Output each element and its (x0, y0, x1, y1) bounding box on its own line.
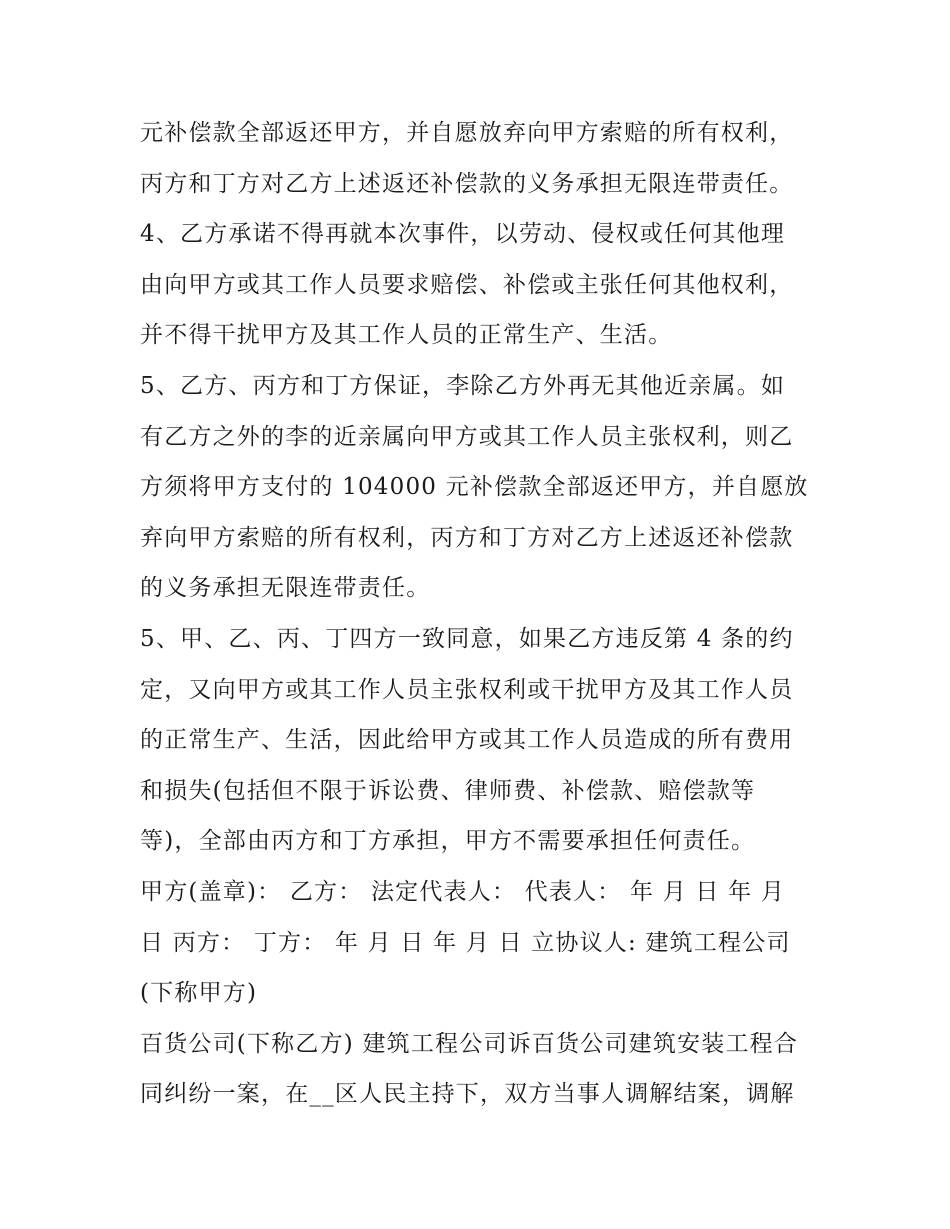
text-line: 4、乙方承诺不得再就本次事件，以劳动、侵权或任何其他理 (140, 221, 786, 248)
text-line: 元补偿款全部返还甲方，并自愿放弃向甲方索赔的所有权利， (140, 120, 794, 146)
text-line: 百货公司(下称乙方) 建筑工程公司诉百货公司建筑安装工程合 (140, 1030, 799, 1057)
text-line: 的义务承担无限连带责任。 (140, 575, 431, 602)
text-line: 定，又向甲方或其工作人员主张权利或干扰甲方及其工作人员 (140, 676, 794, 703)
text-line: 5、乙方、丙方和丁方保证，李除乙方外再无其他近亲属。如 (140, 372, 786, 399)
text-line: 有乙方之外的李的近亲属向甲方或其工作人员主张权利，则乙 (140, 423, 794, 450)
text-line: (下称甲方) (140, 980, 258, 1007)
text-line: 同纠纷一案，在__区人民主持下，双方当事人调解结案，调解 (140, 1081, 795, 1108)
text-line: 和损失(包括但不限于诉讼费、律师费、补偿款、赔偿款等 (140, 777, 756, 804)
text-line: 方须将甲方支付的 104000 元补偿款全部返还甲方，并自愿放 (140, 474, 809, 501)
text-line: 弃向甲方索赔的所有权利，丙方和丁方对乙方上述返还补偿款 (140, 524, 794, 551)
signature-line: 甲方(盖章)： 乙方： 法定代表人： 代表人： 年 月 日 年 月 (140, 878, 786, 905)
document-body (140, 108, 820, 1120)
text-line: 并不得干扰甲方及其工作人员的正常生产、生活。 (140, 322, 673, 349)
text-line: 等)，全部由丙方和丁方承担，甲方不需要承担任何责任。 (140, 828, 756, 855)
text-line: 由向甲方或其工作人员要求赔偿、补偿或主张任何其他权利， (140, 271, 794, 298)
signature-line: 日 丙方： 丁方： 年 月 日 年 月 日 立协议人: 建筑工程公司 (140, 929, 791, 956)
text-line: 丙方和丁方对乙方上述返还补偿款的义务承担无限连带责任。 (140, 170, 794, 197)
text-line: 的正常生产、生活，因此给甲方或其工作人员造成的所有费用 (140, 727, 794, 754)
text-line: 5、甲、乙、丙、丁四方一致同意，如果乙方违反第 4 条的约 (140, 625, 794, 652)
